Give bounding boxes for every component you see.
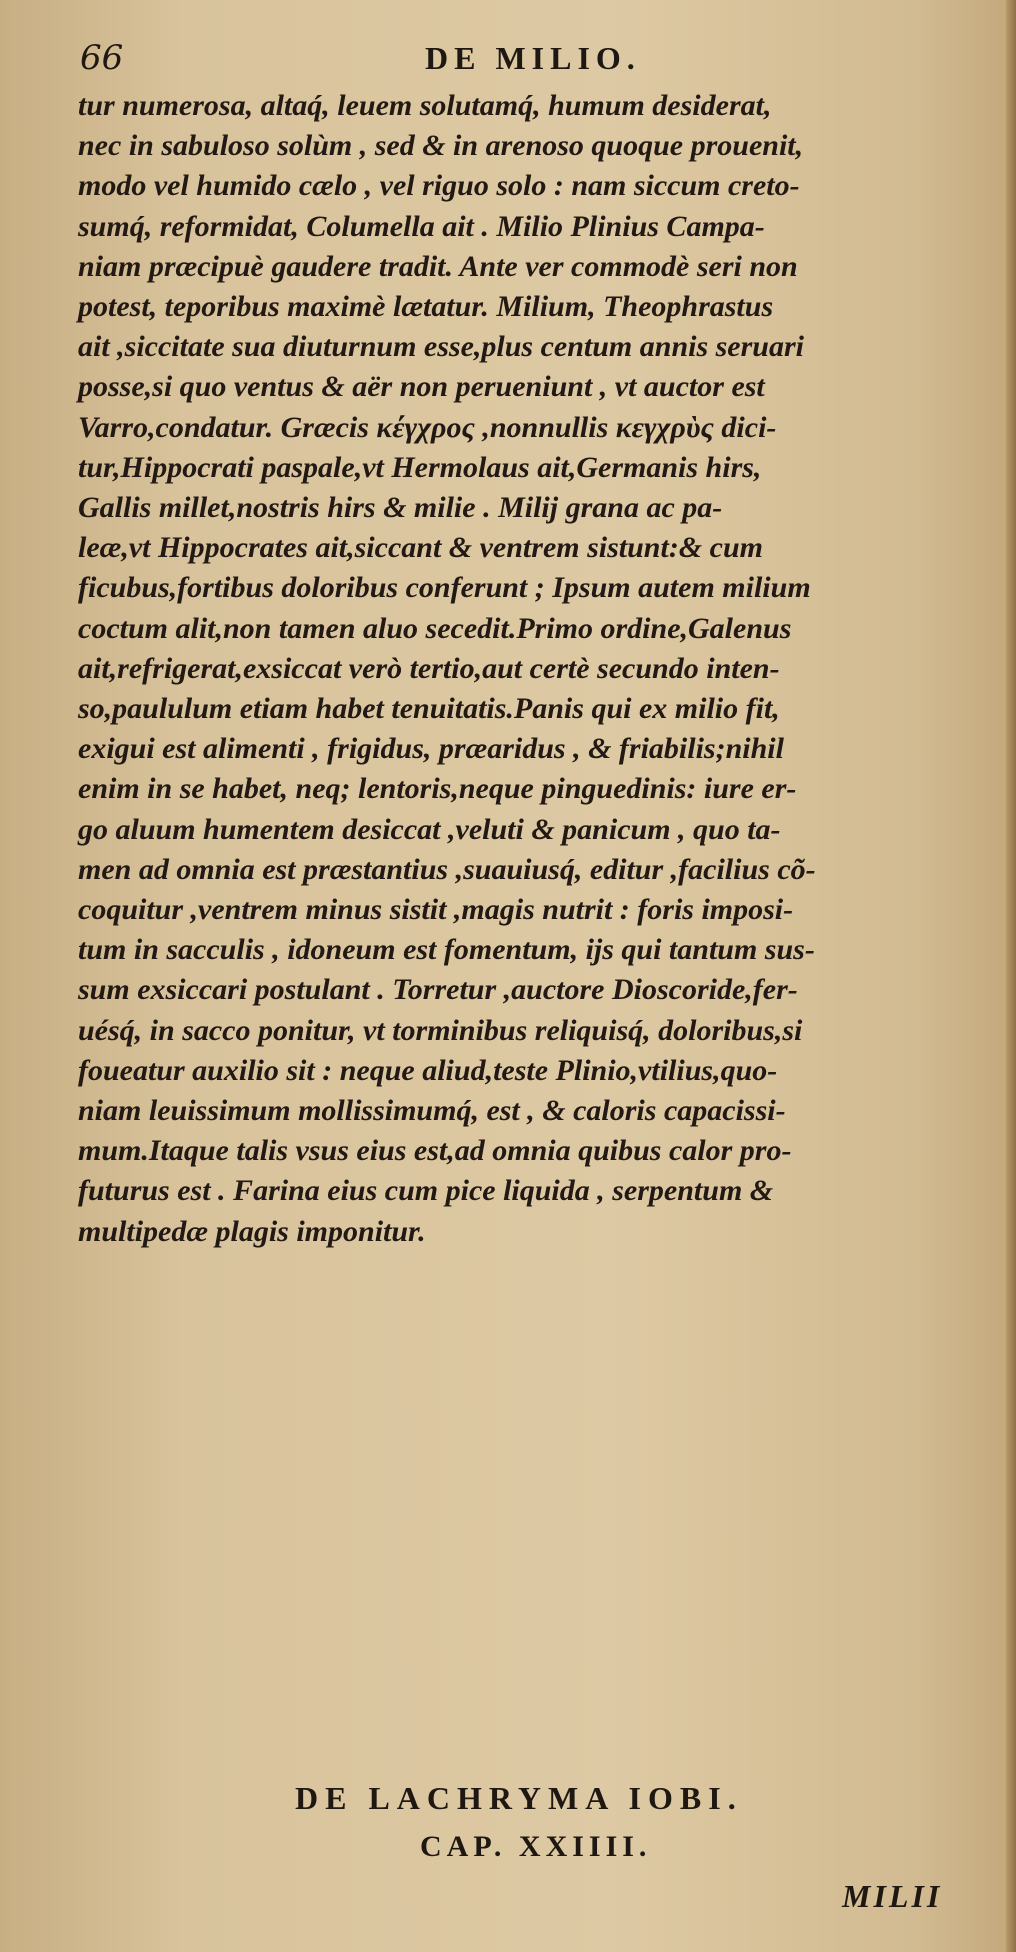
page-header (80, 38, 960, 88)
page-edge (1006, 0, 1016, 1952)
text-line: posse,si quo ventus & aër non perueniunt , vt auctor est (78, 370, 765, 404)
text-line: niam præcipuè gaudere tradit. Ante ver commodè seri non (78, 249, 798, 283)
page-number: 66 (80, 38, 124, 78)
text-line: tur numerosa, altaq́, leuem solutamq́, humum desiderat, (78, 89, 772, 122)
running-head: DE MILIO. (425, 40, 641, 76)
text-line: ait ,siccitate sua diuturnum esse,plus centum annis seruari (78, 330, 804, 364)
text-line: niam leuissimum mollissimumq́, est , & caloris capacissi- (78, 1094, 786, 1128)
section-heading: DE LACHRYMA IOBI. (295, 1780, 743, 1816)
text-line: men ad omnia est præstantius ,suauiusq́, editur ,facilius cõ- (78, 852, 816, 886)
text-line: modo vel humido cælo , vel riguo solo : nam siccum creto- (78, 169, 800, 203)
text-line: coquitur ,ventrem minus sistit ,magis nutrit : foris imposi- (78, 893, 794, 927)
text-line: ait,refrigerat,exsiccat verò tertio,aut certè secundo inten- (78, 651, 780, 685)
text-line: multipedæ plagis imponitur. (78, 1214, 426, 1248)
text-line: Gallis millet,nostris hirs & milie . Milij grana ac pa- (78, 491, 723, 525)
text-line: ficubus,fortibus doloribus conferunt ; Ipsum autem milium (78, 571, 811, 605)
text-line: tum in sacculis , idoneum est fomentum, ijs qui tantum sus- (78, 933, 815, 967)
text-line: leæ,vt Hippocrates ait,siccant & ventrem sistunt:& cum (78, 531, 763, 565)
text-line: so,paululum etiam habet tenuitatis.Panis qui ex milio fit, (78, 692, 780, 726)
text-line: sum exsiccari postulant . Torretur ,auctore Dioscoride,fer- (78, 973, 798, 1007)
text-line: uésq́, in sacco ponitur, vt torminibus reliquisq́, doloribus,si (78, 1013, 803, 1047)
text-line: enim in se habet, neq; lentoris,neque pinguedinis: iure er- (78, 772, 797, 806)
text-line: potest, teporibus maximè lætatur. Milium, Theophrastus (78, 290, 774, 324)
text-line: tur,Hippocrati paspale,vt Hermolaus ait,Germanis hirs, (78, 450, 762, 484)
text-line: exigui est alimenti , frigidus, præaridus , & friabilis;nihil (78, 732, 784, 766)
catchword: MILII (842, 1878, 943, 1914)
text-line: futurus est . Farina eius cum pice liquida , serpentum & (78, 1174, 774, 1208)
text-line: mum.Itaque talis vsus eius est,ad omnia quibus calor pro- (78, 1134, 792, 1168)
text-line: foueatur auxilio sit : neque aliud,teste Plinio,vtilius,quo- (78, 1053, 778, 1087)
text-line: coctum alit,non tamen aluo secedit.Primo ordine,Galenus (78, 611, 792, 645)
text-line: sumq́, reformidat, Columella ait . Milio Plinius Campa- (78, 209, 765, 243)
text-line: nec in sabuloso solùm , sed & in arenoso quoque prouenit, (78, 129, 804, 163)
text-line: go aluum humentem desiccat ,veluti & panicum , quo ta- (78, 812, 781, 846)
text-line: Varro,condatur. Græcis κέγχρος ,nonnullis κεγχρὺς dici- (78, 410, 777, 444)
body-text (78, 86, 978, 1252)
chapter-heading: CAP. XXIIII. (420, 1830, 652, 1863)
